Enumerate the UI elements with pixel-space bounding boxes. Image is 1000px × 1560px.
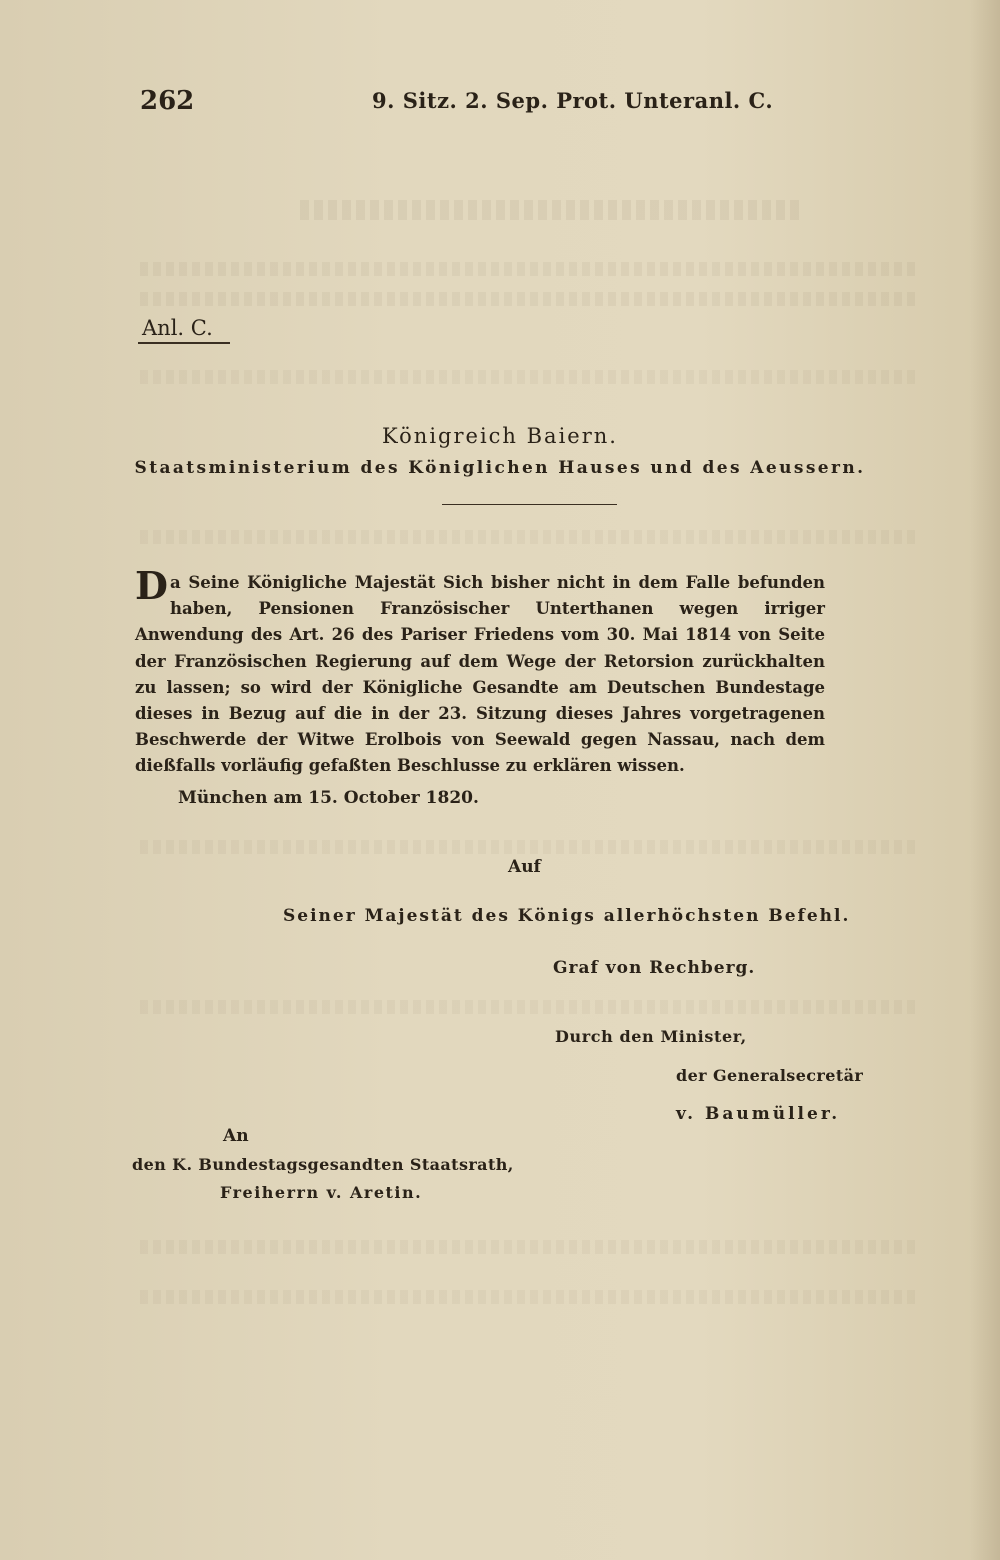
bleed-through-texture <box>140 840 920 854</box>
ministry-heading: Staatsministerium des Königlichen Hauses und des Aeussern. <box>134 458 866 478</box>
annex-label: Anl. C. <box>142 316 213 340</box>
addressee-line-1: den K. Bundestagsgesandten Staatsrath, <box>132 1155 514 1174</box>
drop-cap: D <box>135 563 168 608</box>
signature-minister: Graf von Rechberg. <box>553 958 756 978</box>
bleed-through-texture <box>140 1290 920 1304</box>
running-head: 9. Sitz. 2. Sep. Prot. Unteranl. C. <box>372 88 774 113</box>
signature-title: der Generalsecretär <box>676 1066 864 1085</box>
heading-rule <box>442 504 617 505</box>
signature-auf: Auf <box>508 857 541 877</box>
bleed-through-texture <box>140 292 920 306</box>
signature-name: v. Baumüller. <box>676 1104 841 1124</box>
bleed-through-texture <box>140 370 920 384</box>
bleed-through-texture <box>140 262 920 276</box>
bleed-through-texture <box>140 1000 920 1014</box>
page-edge-shadow <box>970 0 1000 1560</box>
paragraph-text: a Seine Königliche Majestät Sich bisher nicht in dem Falle befunden haben, Pensionen Französischer Unterthanen wegen irriger Anwendung des Art. 26 des Pariser Friedens vom 30. Mai 1814 von Seite der Französischen Regierung auf dem Wege der Retorsion zurückhalten zu lassen; so wird der Königliche Gesandte am Deutschen Bundestage dieses in Bezug auf die in der 23. Sitzung dieses Jahres vorgetragenen Beschwerde der Witwe Erolbois von Seewald gegen Nassau, nach dem dießfalls vorläufig gefaßten Beschlusse zu erklären wissen. <box>135 573 825 776</box>
annex-underline <box>138 342 230 344</box>
bleed-through-texture <box>140 1240 920 1254</box>
bleed-through-texture <box>300 200 800 220</box>
signature-through: Durch den Minister, <box>555 1027 747 1046</box>
date-line: München am 15. October 1820. <box>178 788 479 808</box>
signature-command: Seiner Majestät des Königs allerhöchsten Befehl. <box>283 906 851 926</box>
page-number: 262 <box>140 86 195 116</box>
addressee-an: An <box>223 1126 249 1146</box>
bleed-through-texture <box>140 530 920 544</box>
kingdom-heading: Königreich Baiern. <box>382 424 618 448</box>
addressee-line-2: Freiherrn v. Aretin. <box>220 1183 423 1202</box>
main-paragraph <box>135 563 825 780</box>
